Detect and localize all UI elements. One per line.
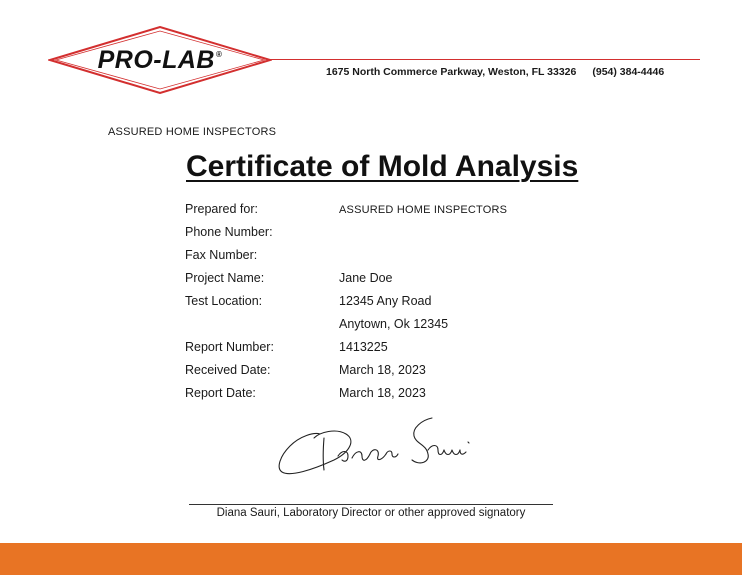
field-test-location-line2: [185, 317, 448, 331]
field-report-date: [185, 386, 426, 400]
field-label: Report Date:: [185, 386, 256, 400]
field-label: Prepared for:: [185, 202, 258, 216]
field-label: Fax Number:: [185, 248, 258, 262]
page-title: Certificate of Mold Analysis: [186, 150, 579, 183]
field-value: March 18, 2023: [339, 386, 426, 400]
field-phone-number: [185, 225, 339, 239]
field-project-name: [185, 271, 393, 285]
client-header: ASSURED HOME INSPECTORS: [108, 126, 277, 138]
logo-text: PRO-LAB: [97, 45, 215, 74]
lab-phone: (954) 384-4446: [592, 66, 665, 78]
header-divider: [268, 59, 700, 60]
footer-bar: [0, 543, 742, 575]
lab-address: 1675 North Commerce Parkway, Weston, FL 33326: [326, 66, 577, 78]
field-value: Anytown, Ok 12345: [339, 317, 449, 331]
registered-mark: ®: [215, 49, 223, 59]
field-label: Received Date:: [185, 363, 271, 377]
field-label: Test Location:: [185, 294, 263, 308]
signature-line: [189, 504, 553, 505]
field-value: 1413225: [339, 340, 388, 354]
field-fax-number: [185, 248, 339, 262]
field-value: ASSURED HOME INSPECTORS: [339, 204, 508, 216]
field-prepared-for: [185, 202, 507, 216]
field-value: March 18, 2023: [339, 363, 426, 377]
field-value: 12345 Any Road: [339, 294, 432, 308]
field-label: Phone Number:: [185, 225, 273, 239]
pro-lab-logo: [48, 26, 272, 94]
field-received-date: [185, 363, 426, 377]
field-test-location: [185, 294, 431, 308]
handwritten-signature: [274, 410, 474, 490]
field-label: Report Number:: [185, 340, 274, 354]
field-value: Jane Doe: [339, 271, 393, 285]
logo-text-wrap: [48, 26, 272, 94]
field-label: Project Name:: [185, 271, 265, 285]
lab-contact-line: [326, 66, 664, 78]
signature-caption: Diana Sauri, Laboratory Director or other approved signatory: [216, 507, 526, 519]
field-report-number: [185, 340, 388, 354]
